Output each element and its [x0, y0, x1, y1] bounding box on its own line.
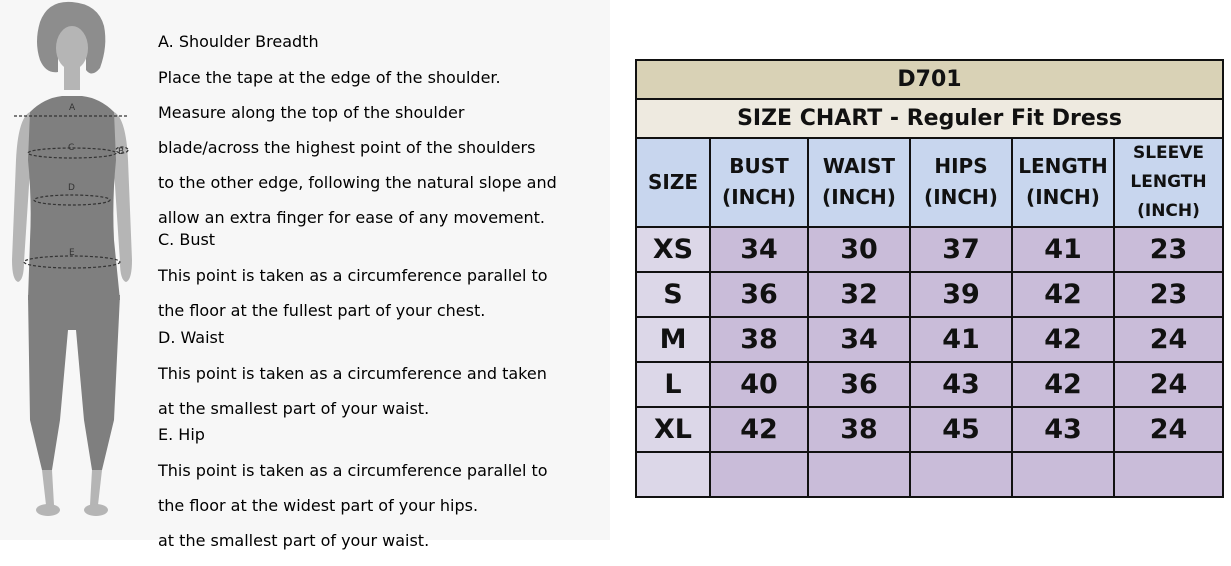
cell-empty [636, 452, 710, 497]
table-row [636, 272, 1223, 317]
cell-bust: 34 [710, 227, 808, 272]
section-hip-text: This point is taken as a circumference parallel to the floor at the widest part of your hips. at the smallest part of your waist. [158, 461, 548, 550]
marker-e: E [69, 248, 75, 258]
header-waist: WAIST (INCH) [808, 138, 910, 227]
cell-hips: 45 [910, 407, 1012, 452]
cell-size: M [636, 317, 710, 362]
section-hip-heading: E. Hip [158, 425, 205, 444]
table-row-empty [636, 452, 1223, 497]
marker-b: B [118, 147, 125, 157]
table-row [636, 362, 1223, 407]
cell-length: 41 [1012, 227, 1114, 272]
cell-waist: 32 [808, 272, 910, 317]
cell-sleeve: 23 [1114, 272, 1223, 317]
cell-waist: 38 [808, 407, 910, 452]
cell-size: L [636, 362, 710, 407]
cell-empty [1114, 452, 1223, 497]
chart-subtitle: SIZE CHART - Reguler Fit Dress [636, 99, 1223, 138]
chart-code: D701 [636, 60, 1223, 99]
cell-sleeve: 24 [1114, 317, 1223, 362]
figure-head [56, 26, 88, 70]
cell-empty [710, 452, 808, 497]
section-waist-heading: D. Waist [158, 328, 225, 347]
cell-waist: 36 [808, 362, 910, 407]
cell-empty [808, 452, 910, 497]
section-shoulder-text: Place the tape at the edge of the shoulder. Measure along the top of the shoulder blade/across the highest point of the shoulders to the other edge, following the natural slope and allow an extra finger for ease of any movement. [158, 68, 557, 227]
cell-hips: 39 [910, 272, 1012, 317]
header-length: LENGTH (INCH) [1012, 138, 1114, 227]
chart-header-row [636, 138, 1223, 227]
figure-legs [28, 295, 120, 470]
cell-empty [910, 452, 1012, 497]
cell-length: 42 [1012, 272, 1114, 317]
marker-d: D [68, 183, 75, 193]
table-row [636, 317, 1223, 362]
header-size: SIZE [636, 138, 710, 227]
header-hips: HIPS (INCH) [910, 138, 1012, 227]
cell-hips: 41 [910, 317, 1012, 362]
cell-hips: 43 [910, 362, 1012, 407]
cell-length: 42 [1012, 317, 1114, 362]
marker-c: C [68, 143, 75, 153]
cell-hips: 37 [910, 227, 1012, 272]
header-bust: BUST (INCH) [710, 138, 808, 227]
header-sleeve-length: SLEEVE LENGTH (INCH) [1114, 138, 1223, 227]
cell-sleeve: 23 [1114, 227, 1223, 272]
cell-size: XL [636, 407, 710, 452]
size-chart-table [635, 59, 1224, 498]
cell-size: XS [636, 227, 710, 272]
cell-size: S [636, 272, 710, 317]
body-figure-illustration [0, 0, 145, 540]
cell-bust: 36 [710, 272, 808, 317]
cell-bust: 42 [710, 407, 808, 452]
section-bust-heading: C. Bust [158, 230, 216, 249]
cell-empty [1012, 452, 1114, 497]
cell-sleeve: 24 [1114, 407, 1223, 452]
table-row [636, 407, 1223, 452]
cell-waist: 34 [808, 317, 910, 362]
cell-length: 43 [1012, 407, 1114, 452]
marker-a: A [69, 103, 76, 113]
cell-bust: 38 [710, 317, 808, 362]
table-row [636, 227, 1223, 272]
cell-bust: 40 [710, 362, 808, 407]
cell-length: 42 [1012, 362, 1114, 407]
section-bust-text: This point is taken as a circumference parallel to the floor at the fullest part of your chest. [158, 266, 548, 320]
section-waist-text: This point is taken as a circumference and taken at the smallest part of your waist. [158, 364, 547, 418]
cell-waist: 30 [808, 227, 910, 272]
cell-sleeve: 24 [1114, 362, 1223, 407]
section-shoulder-heading: A. Shoulder Breadth [158, 32, 319, 51]
